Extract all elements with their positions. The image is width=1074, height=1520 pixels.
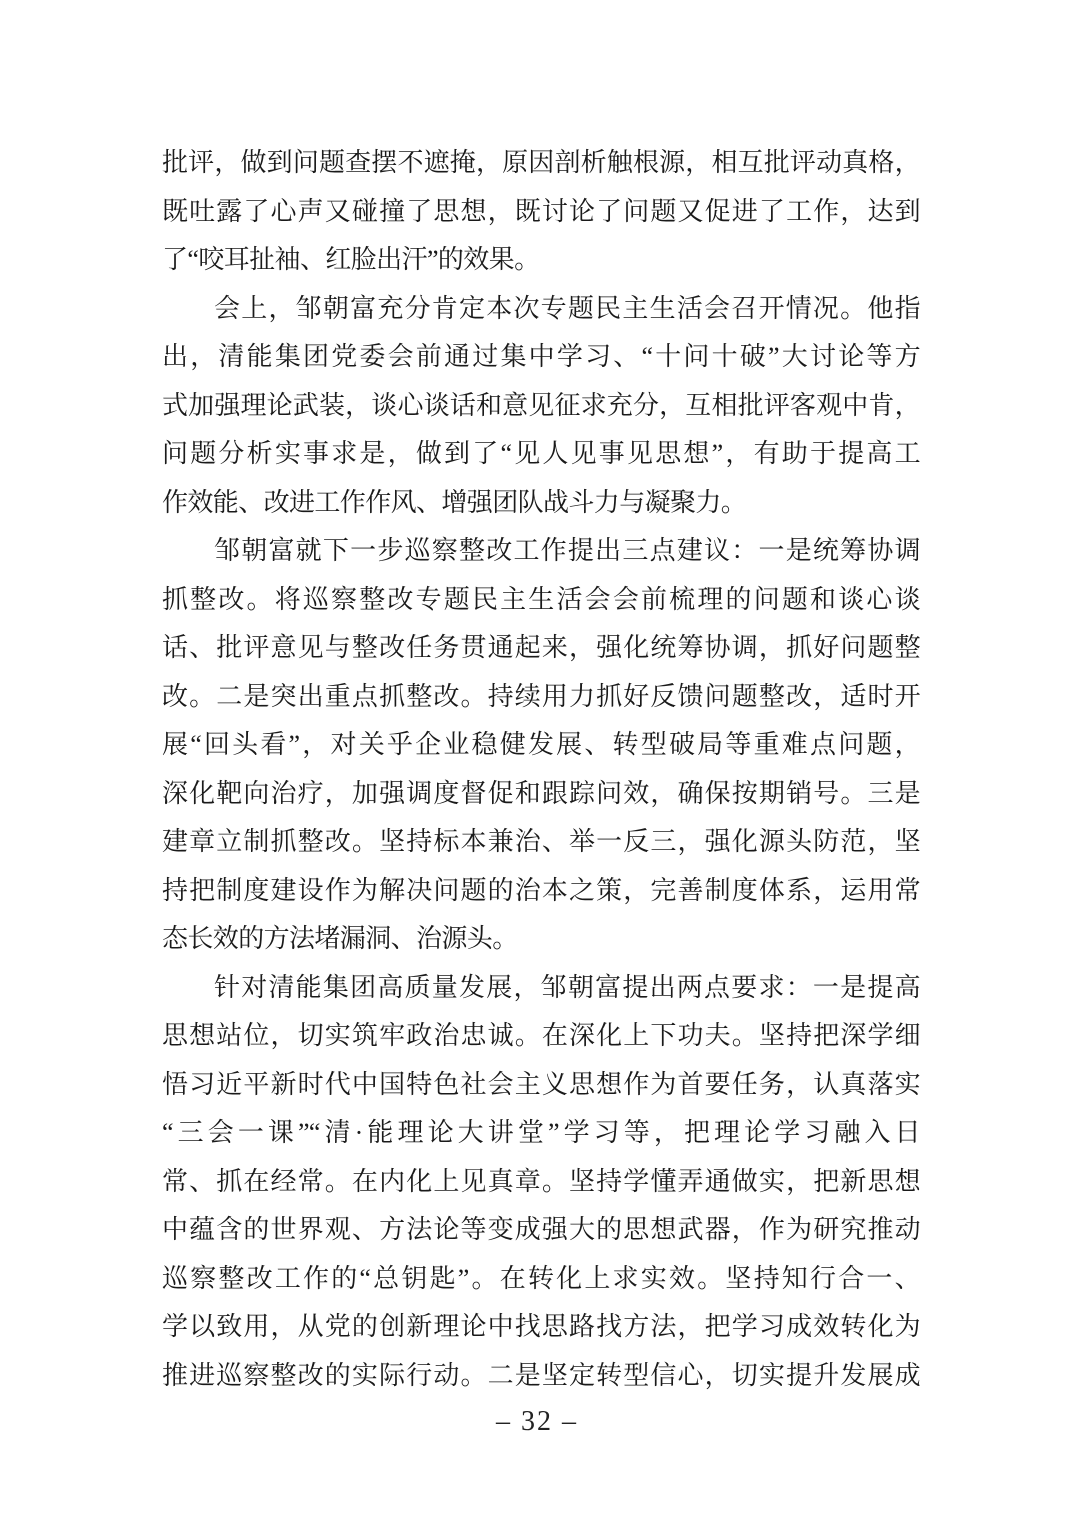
text-line: 抓整改。将巡察整改专题民主生活会会前梳理的问题和谈心谈 <box>162 584 920 614</box>
text-line: 既吐露了心声又碰撞了思想，既讨论了问题又促进了工作，达到 <box>162 196 920 226</box>
text-line: 持把制度建设作为解决问题的治本之策，完善制度体系，运用常 <box>162 875 920 905</box>
document-body <box>162 139 920 1400</box>
text-line: 作效能、改进工作作风、增强团队战斗力与凝聚力。 <box>162 487 747 517</box>
text-line: 思想站位，切实筑牢政治忠诚。在深化上下功夫。坚持把深学细 <box>162 1021 920 1050</box>
text-line: 批评，做到问题查摆不遮掩，原因剖析触根源，相互批评动真格， <box>162 148 920 177</box>
text-line: 改。二是突出重点抓整改。持续用力抓好反馈问题整改，适时开 <box>162 681 920 711</box>
text-line: 展“回头看”，对关乎企业稳健发展、转型破局等重难点问题， <box>162 730 920 759</box>
text-line: 邹朝富就下一步巡察整改工作提出三点建议：一是统筹协调 <box>214 536 920 565</box>
text-line: “三会一课”“清·能理论大讲堂”学习等，把理论学习融入日 <box>162 1118 920 1147</box>
page-number: – 32 – <box>496 1406 578 1437</box>
text-line: 问题分析实事求是，做到了“见人见事见思想”，有助于提高工 <box>162 439 920 468</box>
text-line: 建章立制抓整改。坚持标本兼治、举一反三，强化源头防范，坚 <box>162 827 920 856</box>
paragraph <box>162 139 920 285</box>
paragraph <box>162 964 920 1401</box>
text-line: 推进巡察整改的实际行动。二是坚定转型信心，切实提升发展成 <box>162 1360 920 1390</box>
text-line: 了“咬耳扯袖、红脸出汗”的效果。 <box>162 245 540 274</box>
paragraph <box>162 285 920 528</box>
text-line: 态长效的方法堵漏洞、治源头。 <box>162 924 518 953</box>
text-line: 式加强理论武装，谈心谈话和意见征求充分，互相批评客观中肯， <box>162 390 920 420</box>
text-line: 中蕴含的世界观、方法论等变成强大的思想武器，作为研究推动 <box>162 1215 920 1244</box>
text-line: 巡察整改工作的“总钥匙”。在转化上求实效。坚持知行合一、 <box>162 1263 920 1293</box>
text-line: 针对清能集团高质量发展，邹朝富提出两点要求：一是提高 <box>214 972 920 1002</box>
text-line: 常、抓在经常。在内化上见真章。坚持学懂弄通做实，把新思想 <box>162 1166 920 1196</box>
paragraph <box>162 527 920 964</box>
text-line: 会上，邹朝富充分肯定本次专题民主生活会召开情况。他指 <box>214 293 920 323</box>
text-line: 深化靶向治疗，加强调度督促和跟踪问效，确保按期销号。三是 <box>162 778 920 808</box>
text-line: 出，清能集团党委会前通过集中学习、“十问十破”大讨论等方 <box>162 342 920 371</box>
text-line: 话、批评意见与整改任务贯通起来，强化统筹协调，抓好问题整 <box>162 633 920 662</box>
text-line: 悟习近平新时代中国特色社会主义思想作为首要任务，认真落实 <box>162 1069 920 1099</box>
text-line: 学以致用，从党的创新理论中找思路找方法，把学习成效转化为 <box>162 1312 920 1341</box>
